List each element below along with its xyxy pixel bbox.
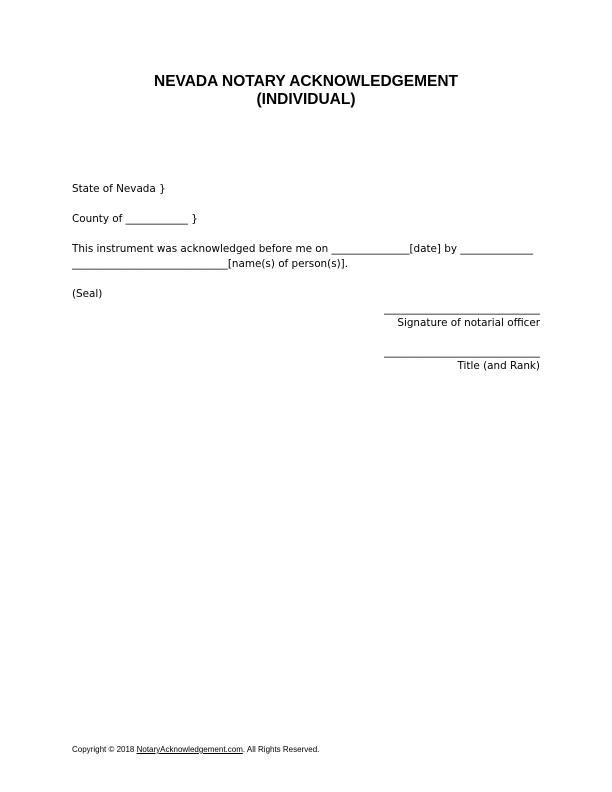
acknowledgement-line-1: This instrument was acknowledged before me on _______________[date] by ______________ <box>72 243 534 255</box>
document-subtitle: (INDIVIDUAL) <box>256 91 356 108</box>
signature-label: Signature of notarial officer <box>397 317 540 329</box>
document-title: NEVADA NOTARY ACKNOWLEDGEMENT <box>154 73 458 90</box>
title-rank-label: Title (and Rank) <box>457 360 540 372</box>
copyright-footer <box>72 745 319 755</box>
copyright-prefix: Copyright © 2018 <box>72 745 137 754</box>
acknowledgement-line-2: ______________________________[name(s) of person(s)]. <box>72 258 349 270</box>
state-line: State of Nevada } <box>72 183 166 195</box>
signature-rule: ______________________________ <box>384 303 540 315</box>
title-rule: ______________________________ <box>384 346 540 358</box>
seal-label: (Seal) <box>72 288 103 300</box>
county-line: County of ____________ } <box>72 213 198 225</box>
copyright-suffix: . All Rights Reserved. <box>242 745 320 754</box>
website-link[interactable]: NotaryAcknowledgement.com <box>136 745 243 754</box>
